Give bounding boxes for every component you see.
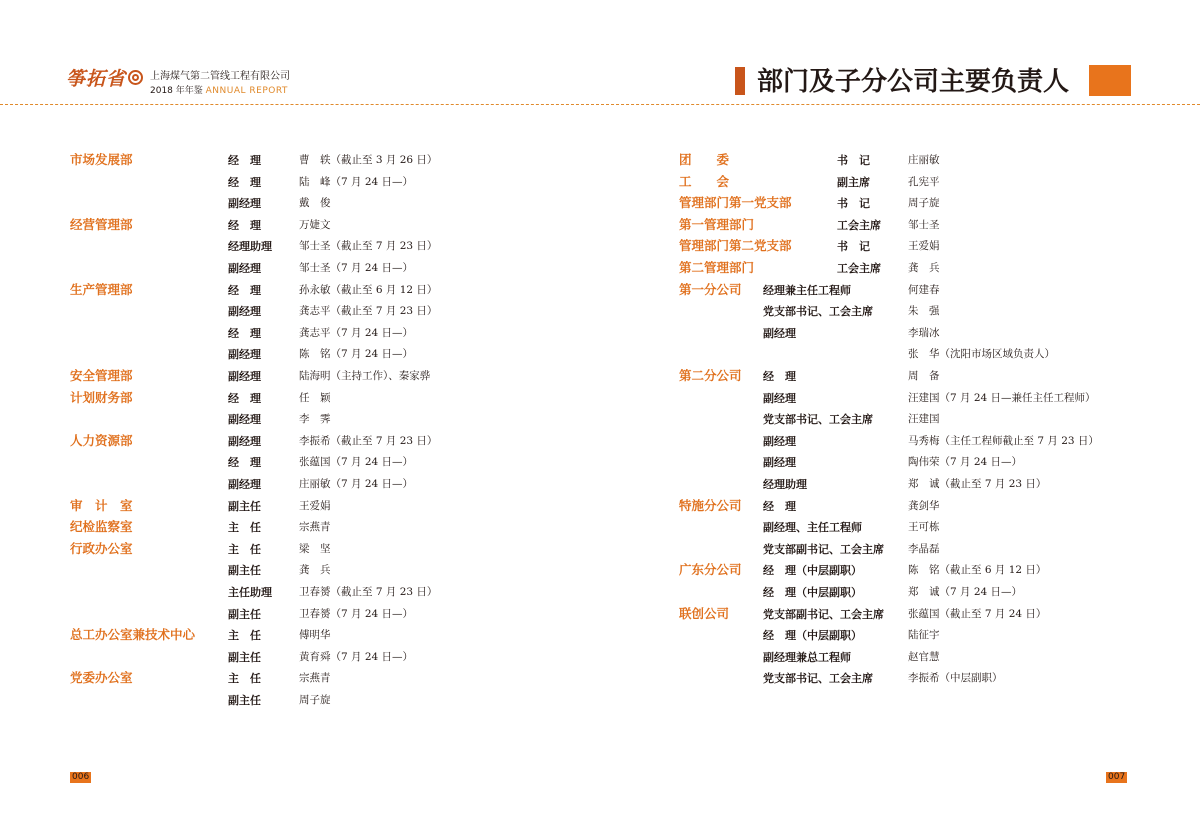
department-name: 特施分公司 <box>679 497 742 513</box>
person-name: 龚剑华 <box>908 499 940 512</box>
position-title: 副主任 <box>228 694 261 707</box>
department-name: 总工办公室兼技术中心 <box>70 627 196 643</box>
company-name: 上海煤气第二管线工程有限公司 <box>150 71 290 82</box>
person-name: 李振希（中层副职） <box>908 672 1003 685</box>
department-name: 管理部门第二党支部 <box>679 238 792 254</box>
person-name: 李瑞冰 <box>908 326 940 339</box>
position-title: 主任助理 <box>228 586 272 599</box>
person-name: 王可栋 <box>908 521 940 534</box>
person-name: 戴 俊 <box>299 197 331 210</box>
title-accent-bar <box>735 67 745 95</box>
person-name: 卫春赟（7 月 24 日—） <box>299 607 414 620</box>
person-name: 陶伟荣（7 月 24 日—） <box>908 456 1023 469</box>
role-title: 党支部书记、工会主席 <box>763 413 873 427</box>
person-name: 朱 强 <box>908 305 940 318</box>
position-title: 主 任 <box>228 629 261 643</box>
position-title: 工会主席 <box>837 262 881 275</box>
person-name: 马秀梅（主任工程师截止至 7 月 23 日） <box>908 434 1099 447</box>
department-name: 人力资源部 <box>70 432 133 448</box>
person-name: 任 颖 <box>299 391 331 404</box>
person-name: 孔宪平 <box>908 175 940 188</box>
logo-ring-icon <box>128 70 143 85</box>
role-title: 党支部副书记、工会主席 <box>763 542 884 556</box>
person-name: 孙永敏（截止至 6 月 12 日） <box>299 283 438 296</box>
yearbook-cn: 2018 年年鉴 <box>150 86 203 96</box>
person-name: 庄丽敏（7 月 24 日—） <box>299 478 414 490</box>
person-name: 傅明华 <box>299 629 331 642</box>
position-title: 副经理 <box>228 305 261 319</box>
position-title: 经 理 <box>228 326 261 340</box>
person-name: 陆征宇 <box>908 629 940 642</box>
person-name: 龚志平（截止至 7 月 23 日） <box>299 305 438 318</box>
person-name: 梁 坚 <box>299 542 331 555</box>
page-title: 部门及子分公司主要负责人 <box>757 67 1070 97</box>
person-name: 周子旋 <box>908 197 940 210</box>
position-title: 副经理 <box>228 262 261 275</box>
role-title: 副经理 <box>763 456 796 470</box>
person-name: 宗燕青 <box>299 521 331 534</box>
person-name: 黄育舜（7 月 24 日—） <box>299 650 414 663</box>
department-name: 安全管理部 <box>70 368 133 383</box>
role-title: 副经理 <box>763 434 796 448</box>
position-title: 副经理 <box>228 348 261 362</box>
role-title: 副经理兼总工程师 <box>763 650 851 664</box>
person-name: 汪建国 <box>908 413 940 426</box>
person-name: 龚 兵 <box>299 564 331 577</box>
department-name: 团 委 <box>679 152 730 167</box>
department-name: 审 计 室 <box>70 497 133 513</box>
person-name: 龚志平（7 月 24 日—） <box>299 326 414 339</box>
role-title: 副经理、主任工程师 <box>763 521 862 535</box>
position-title: 主 任 <box>228 521 261 535</box>
role-title: 经 理 <box>763 499 796 513</box>
person-name: 张蕴国（7 月 24 日—） <box>299 456 414 469</box>
position-title: 经 理 <box>228 218 261 232</box>
department-name: 第一分公司 <box>679 281 742 297</box>
department-name: 计划财务部 <box>70 389 133 405</box>
page-number-right: 007 <box>1108 772 1126 782</box>
department-name: 工 会 <box>679 173 730 189</box>
department-name: 广东分公司 <box>679 562 742 578</box>
page-number-left: 006 <box>72 772 90 782</box>
position-title: 主 任 <box>228 672 261 686</box>
position-title: 主 任 <box>228 542 261 556</box>
department-name: 联创公司 <box>679 605 730 621</box>
person-name: 李 霁 <box>299 413 331 426</box>
person-name: 曹 轶（截止至 3 月 26 日） <box>299 154 438 166</box>
position-title: 经 理 <box>228 154 261 167</box>
person-name: 陈 铭（7 月 24 日—） <box>299 348 414 361</box>
position-title: 书 记 <box>837 197 870 211</box>
person-name: 邹士圣 <box>908 218 940 231</box>
position-title: 书 记 <box>837 154 870 167</box>
position-title: 副主任 <box>228 650 261 664</box>
position-title: 经 理 <box>228 283 261 297</box>
role-title: 副经理 <box>763 326 796 340</box>
department-name: 第一管理部门 <box>679 216 755 232</box>
person-name: 王爱娟 <box>299 499 331 512</box>
yearbook-logo: 筝拓省 <box>66 68 127 90</box>
yearbook-en: ANNUAL REPORT <box>205 86 288 96</box>
person-name: 邹士圣（截止至 7 月 23 日） <box>299 240 438 253</box>
person-name: 李振希（截止至 7 月 23 日） <box>299 434 438 447</box>
role-title: 经 理（中层副职） <box>763 629 862 643</box>
position-title: 副主任 <box>228 607 261 621</box>
position-title: 经 理 <box>228 175 261 189</box>
person-name: 汪建国（7 月 24 日—兼任主任工程师） <box>908 391 1096 404</box>
person-name: 庄丽敏 <box>908 154 940 166</box>
person-name: 张 华（沈阳市场区域负责人） <box>908 348 1055 361</box>
person-name: 万婕文 <box>299 218 331 231</box>
role-title: 副经理 <box>763 391 796 405</box>
title-accent-block <box>1089 65 1131 96</box>
header-divider <box>0 104 1200 105</box>
position-title: 经理助理 <box>228 240 272 254</box>
department-name: 第二管理部门 <box>679 260 755 275</box>
role-title: 经 理 <box>763 370 796 383</box>
department-name: 市场发展部 <box>70 152 133 167</box>
role-title: 经理兼主任工程师 <box>763 283 851 297</box>
person-name: 张蕴国（截止至 7 月 24 日） <box>908 607 1047 620</box>
position-title: 副主任 <box>228 564 261 578</box>
person-name: 周子旋 <box>299 694 331 706</box>
department-name: 第二分公司 <box>679 368 742 383</box>
person-name: 何建春 <box>908 283 940 296</box>
role-title: 经 理（中层副职） <box>763 564 862 578</box>
person-name: 郑 诚（7 月 24 日—） <box>908 586 1023 598</box>
position-title: 副经理 <box>228 434 261 448</box>
position-title: 副经理 <box>228 370 261 383</box>
department-name: 经营管理部 <box>70 216 133 232</box>
person-name: 宗燕青 <box>299 672 331 685</box>
position-title: 副经理 <box>228 197 261 211</box>
department-name: 行政办公室 <box>70 540 133 556</box>
position-title: 经 理 <box>228 391 261 405</box>
position-title: 副经理 <box>228 478 261 491</box>
role-title: 党支部书记、工会主席 <box>763 305 873 319</box>
person-name: 邹士圣（7 月 24 日—） <box>299 262 414 274</box>
department-name: 管理部门第一党支部 <box>679 195 792 211</box>
person-name: 王爱娟 <box>908 240 940 253</box>
person-name: 赵官慧 <box>908 650 940 663</box>
person-name: 李晶磊 <box>908 542 940 555</box>
role-title: 党支部书记、工会主席 <box>763 672 873 686</box>
department-name: 党委办公室 <box>70 670 133 686</box>
department-name: 纪检监察室 <box>70 519 133 535</box>
person-name: 陆海明（主持工作）、秦家骅 <box>299 370 431 382</box>
person-name: 陈 铭（截止至 6 月 12 日） <box>908 564 1047 577</box>
role-title: 党支部副书记、工会主席 <box>763 607 884 621</box>
person-name: 郑 诚（截止至 7 月 23 日） <box>908 478 1047 490</box>
person-name: 卫春赟（截止至 7 月 23 日） <box>299 586 438 598</box>
person-name: 陆 峰（7 月 24 日—） <box>299 175 414 188</box>
position-title: 副经理 <box>228 413 261 427</box>
position-title: 经 理 <box>228 456 261 470</box>
person-name: 龚 兵 <box>908 262 940 274</box>
department-name: 生产管理部 <box>70 281 133 297</box>
role-title: 经 理（中层副职） <box>763 586 862 599</box>
position-title: 副主任 <box>228 499 261 513</box>
position-title: 工会主席 <box>837 218 881 232</box>
role-title: 经理助理 <box>763 478 807 491</box>
yearbook-label <box>150 83 288 96</box>
position-title: 书 记 <box>837 240 870 254</box>
person-name: 周 备 <box>908 370 940 382</box>
position-title: 副主席 <box>837 175 870 189</box>
